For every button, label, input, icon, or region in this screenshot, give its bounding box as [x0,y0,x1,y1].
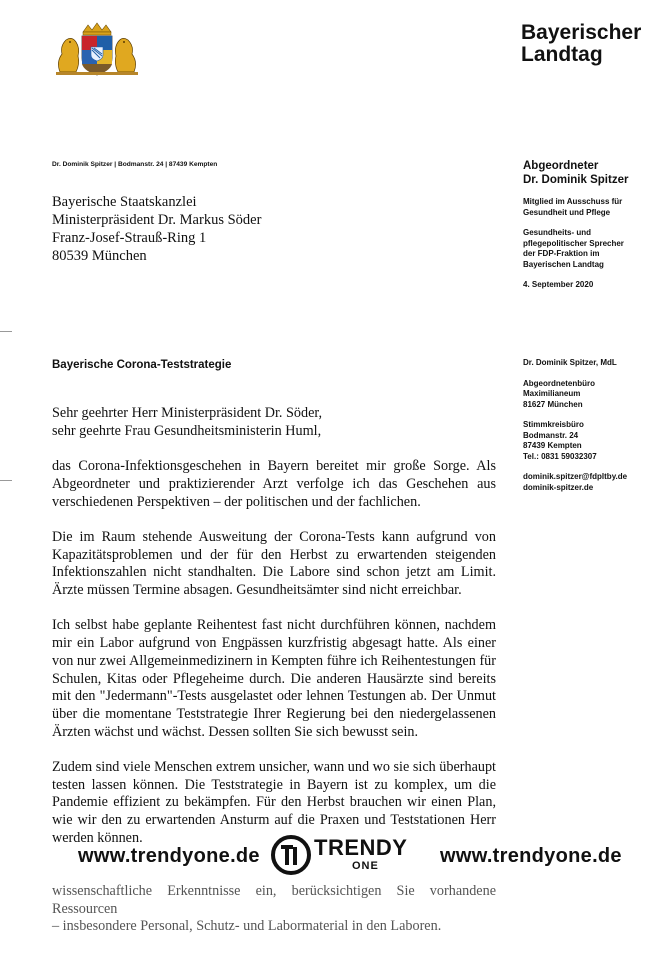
paragraph-2: Die im Raum stehende Ausweitung der Corona-Tests kann aufgrund von Kapazitätsproblemen und der für den Herbst zu erwartenden steigenden Infektionszahlen nicht standhalten. Die Labore sind schon jetzt am Limit. Ärzte müssen Termine absagen. Gesundheitsämter sind nicht erreichbar. [52,528,496,598]
contact-website[interactable]: dominik-spitzer.de [523,482,594,492]
paragraph-1: das Corona-Infektionsgeschehen in Bayern bereitet mir große Sorge. Als Abgeordneter und praktizierender Arzt verfolge ich das Geschehen aus verschiedenen Perspektiven – der politischen und der fachlichen. [52,458,496,510]
sender-name: Dr. Dominik Spitzer [523,173,629,186]
trendyone-watermark [0,829,671,881]
office1-line-2: Maximilianeum [523,389,581,398]
punch-mark [0,480,12,481]
sender-role: Abgeordneter [523,160,599,172]
logo-sub: ONE [352,860,379,872]
institution-line-2: Landtag [521,43,603,66]
office1-line-3: 81627 München [523,399,583,409]
landtag-wordmark [521,22,641,66]
committee-line-1: Mitglied im Ausschuss für [523,197,623,206]
recipient-line-1: Bayerische Staatskanzlei [52,194,197,210]
paragraph-4: Zudem sind viele Menschen extrem unsicher, wann und wo sie sich überhaupt testen lassen können. Die Teststrategie in Bayern ist zu komplex, um die Pandemie effizient zu bekämpfen. Für den Herbst brauchen wir einen Plan, wie wir den zu erwartenden Ansturm auf die Praxen und Teststationen Herr werden können. [52,759,496,846]
paragraph-3: Ich selbst habe geplante Reihentest fast nicht durchführen können, nachdem mir ein Labor aufgrund von Engpässen kurzfristig abgesagt hatte. Als einer von nur zwei Allgemeinmedizinern in Kempten führe ich Reihentestungen für Schulen, Kitas oder Pflegeheime durch. Die anderen Hausärzte sind bereits mit den "Jedermann"-Tests ausgelastet oder lehnen Testungen ab. Der Unmut über die momentane Teststrategie Ihrer Regierung bei den niedergelassenen Ärzten wächst und wächst. Dessen sollten Sie sich bewusst sein. [52,617,496,740]
bavarian-coat-of-arms-logo [50,22,144,78]
salutation [52,405,496,440]
contact-email[interactable]: dominik.spitzer@fdpltby.de [523,472,628,481]
letter-date: 4. September 2020 [523,280,594,289]
salutation-line-2: sehr geehrte Frau Gesundheitsministerin Huml, [52,422,322,439]
sender-return-address: Dr. Dominik Spitzer | Bodmanstr. 24 | 87439 Kempten [52,161,218,168]
contact-sidebar [523,358,669,493]
spokesperson-line-4: Bayerischen Landtag [523,259,604,269]
logo-word: TRENDY [314,835,408,860]
paragraph-5-line-2: wissenschaftliche Erkenntnisse ein, berücksichtigen Sie vorhandene Ressourcen [52,882,496,917]
committee-line-2: Gesundheit und Pflege [523,207,611,217]
sender-info-sidebar [523,160,669,291]
letter-subject: Bayerische Corona-Teststrategie [52,359,232,371]
recipient-line-3: Franz-Josef-Strauß-Ring 1 [52,230,207,246]
watermark-url-right: www.trendyone.de [440,845,622,867]
office2-line-1: Stimmkreisbüro [523,420,584,429]
recipient-line-4: 80539 München [52,248,147,264]
office2-line-3: 87439 Kempten [523,441,582,450]
paragraph-5-line-3: – insbesondere Personal, Schutz- und Labormaterial in den Laboren. [52,918,442,935]
salutation-line-1: Sehr geehrter Herr Ministerpräsident Dr. Söder, [52,405,323,421]
institution-line-1: Bayerischer [521,21,642,44]
trendyone-logo [270,833,408,879]
recipient-line-2: Ministerpräsident Dr. Markus Söder [52,212,262,228]
office2-phone: Tel.: 0831 59032307 [523,451,597,461]
fold-mark [0,331,12,332]
recipient-address [52,193,261,265]
office1-line-1: Abgeordnetenbüro [523,378,595,388]
spokesperson-line-1: Gesundheits- und [523,228,591,237]
contact-name: Dr. Dominik Spitzer, MdL [523,358,617,367]
watermark-url-left: www.trendyone.de [78,845,260,867]
spokesperson-line-2: pflegepolitischer Sprecher [523,238,624,248]
office2-line-2: Bodmanstr. 24 [523,430,579,440]
spokesperson-line-3: der FDP-Fraktion im [523,249,600,258]
